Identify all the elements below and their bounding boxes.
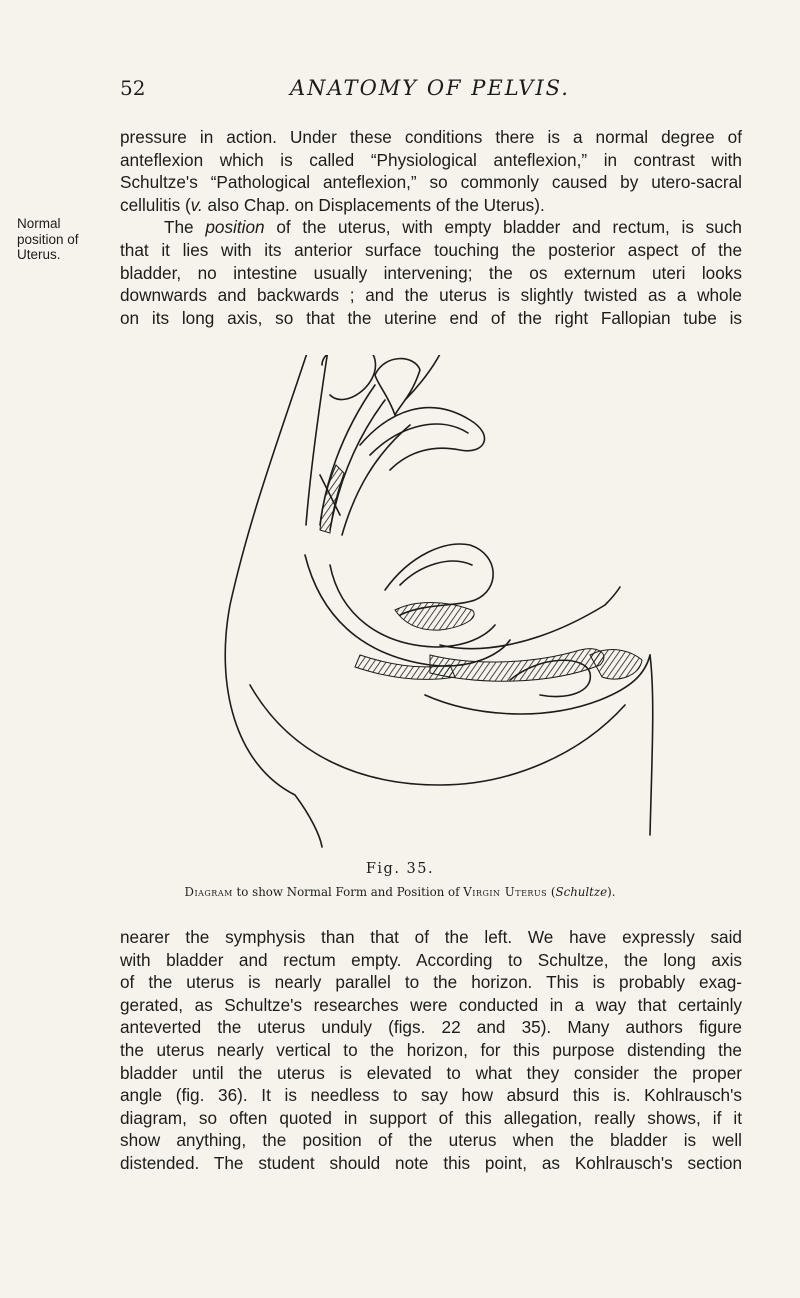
- posterior-wall-right: [650, 655, 653, 835]
- uterine-body: [360, 408, 484, 470]
- text-run: of the uterus, with empty bladder and rectum, is such: [264, 217, 742, 238]
- uterus-loop-inner: [400, 561, 472, 585]
- text-line: of the uterus is nearly parallel to the horizon. This is probably exag-: [120, 972, 742, 993]
- caption-run: Diagram: [184, 885, 233, 899]
- running-head: ANATOMY OF PELVIS.: [290, 76, 570, 100]
- loop-upper-left: [322, 355, 375, 400]
- page-number: 52: [120, 76, 146, 100]
- text-line: that it lies with its anterior surface touching the posterior aspect of the: [120, 239, 742, 260]
- figure-label: Fig. 35.: [365, 861, 435, 877]
- body-text-top: [120, 126, 742, 329]
- uterus-diagram-illustration: [210, 355, 680, 860]
- text-line: nearer the symphysis than that of the left. We have expressly said: [120, 927, 742, 947]
- text-line: anteflexion which is called “Physiological anteflexion,” in contrast with: [120, 149, 742, 170]
- text-run: cellulitis (: [120, 194, 191, 215]
- line-upper-right: [405, 355, 442, 400]
- text-line: bladder, no intestine usually intervening; the os externum uteri looks: [120, 262, 742, 283]
- page-header: [120, 76, 740, 104]
- text-line: bladder until the uterus is elevated to what they consider the proper: [120, 1062, 742, 1083]
- margin-note-line: Normal: [17, 216, 61, 231]
- hatched-uterus: [395, 603, 474, 631]
- figure-caption: [0, 885, 800, 899]
- text-line: downwards and backwards ; and the uterus is slightly twisted as a whole: [120, 285, 742, 306]
- body-text-bottom: [120, 926, 742, 1175]
- text-run: The: [164, 217, 206, 238]
- text-line: [120, 216, 742, 239]
- text-line: anteverted the uterus unduly (figs. 22 and 35). Many authors figure: [120, 1017, 742, 1038]
- text-line: on its long axis, so that the uterine end of the right Fallopian tube is: [120, 307, 742, 328]
- text-line: with bladder and rectum empty. According to Schultze, the long axis: [120, 949, 742, 970]
- text-line: show anything, the position of the uterus when the bladder is well: [120, 1130, 742, 1151]
- hatched-rectum: [590, 650, 642, 679]
- margin-note: [17, 216, 127, 263]
- text-run: also Chap. on Displacements of the Uterus).: [202, 194, 545, 215]
- text-line: angle (fig. 36). It is needless to say how absurd this is. Kohlrausch's: [120, 1085, 742, 1106]
- text-line: [120, 194, 742, 217]
- figure-uterus-diagram: [210, 355, 680, 860]
- caption-run: to show Normal Form and Position of: [232, 885, 464, 899]
- outer-contour-left: [225, 355, 322, 847]
- margin-note-line: Uterus.: [17, 247, 61, 262]
- cervix-wall: [342, 425, 410, 535]
- caption-run: Virgin Uterus: [463, 885, 548, 899]
- caption-run: ).: [607, 885, 616, 899]
- text-line: distended. The student should note this point, as Kohlrausch's section: [120, 1152, 742, 1173]
- loop-upper-right: [375, 359, 420, 415]
- text-run-italic: v.: [190, 194, 203, 215]
- text-run-italic: position: [205, 217, 265, 238]
- caption-run-italic: Schultze: [555, 885, 608, 899]
- text-line: gerated, as Schultze's researches were conducted in a way that certainly: [120, 994, 742, 1015]
- text-line: Schultze's “Pathological anteflexion,” so commonly caused by utero-sacral: [120, 172, 742, 193]
- text-line: pressure in action. Under these conditions there is a normal degree of: [120, 127, 742, 147]
- caption-run: (: [547, 885, 556, 899]
- hatched-posterior-fornix: [430, 649, 604, 682]
- text-line: the uterus nearly vertical to the horizon, for this purpose distending the: [120, 1039, 742, 1060]
- text-line: diagram, so often quoted in support of this allegation, really shows, if it: [120, 1107, 742, 1128]
- margin-note-line: position of: [17, 231, 79, 247]
